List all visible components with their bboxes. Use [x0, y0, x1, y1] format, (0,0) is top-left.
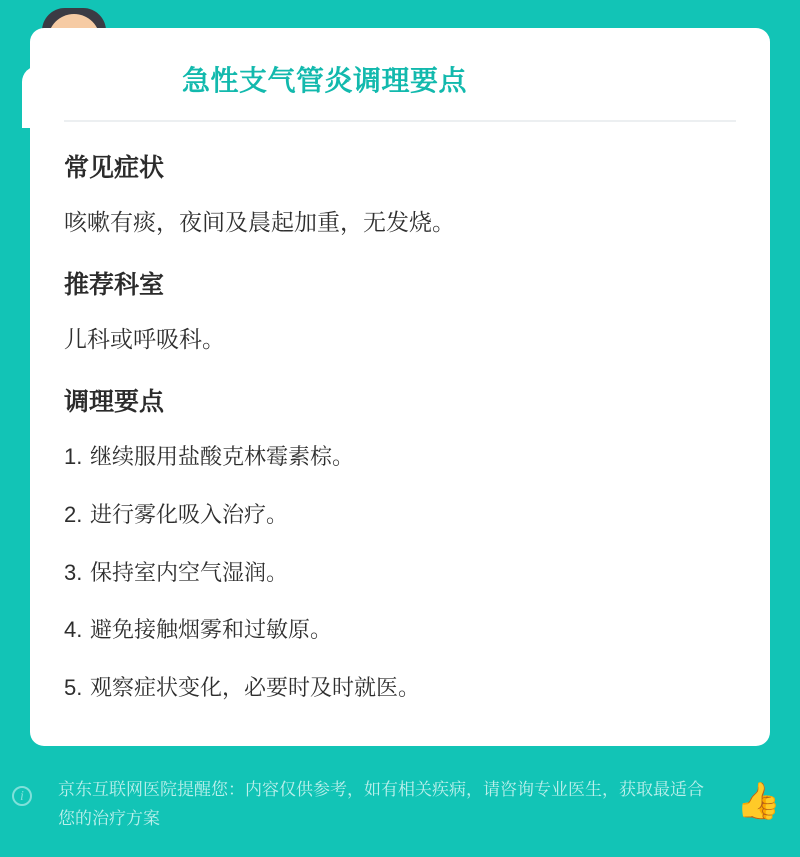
list-item-number: 4.	[64, 617, 83, 643]
section-text-department: 儿科或呼吸科。	[64, 325, 225, 352]
list-item	[64, 500, 736, 530]
list-item-number: 3.	[64, 559, 83, 585]
list-item	[64, 442, 736, 472]
list-item-text: 避免接触烟雾和过敏原。	[90, 617, 333, 643]
list-item-text: 观察症状变化，必要时及时就医。	[90, 675, 421, 701]
section-text-symptoms: 咳嗽有痰，夜间及晨起加重，无发烧。	[64, 208, 455, 235]
section-heading-department: 推荐科室	[64, 270, 165, 299]
page-title: 急性支气管炎调理要点	[182, 65, 468, 96]
thumbs-up-icon: 👍	[736, 780, 781, 821]
list-item	[64, 615, 736, 645]
footer-disclaimer	[0, 762, 800, 857]
list-item-text: 继续服用盐酸克林霉素棕。	[90, 444, 355, 470]
section-heading-advice: 调理要点	[64, 388, 165, 417]
list-item-text: 进行雾化吸入治疗。	[90, 501, 289, 527]
info-icon: i	[12, 786, 32, 806]
list-item	[64, 558, 736, 588]
content-card	[30, 28, 770, 746]
list-item-number: 1.	[64, 444, 83, 470]
list-item	[64, 673, 736, 703]
title-divider	[64, 120, 736, 122]
advice-list	[64, 442, 736, 702]
footer-text: 京东互联网医院提醒您：内容仅供参考，如有相关疾病，请咨询专业医生，获取最适合您的治疗方案	[58, 780, 704, 828]
list-item-number: 2.	[64, 501, 83, 527]
list-item-text: 保持室内空气湿润。	[90, 559, 289, 585]
list-item-number: 5.	[64, 675, 83, 701]
section-heading-symptoms: 常见症状	[64, 153, 165, 182]
